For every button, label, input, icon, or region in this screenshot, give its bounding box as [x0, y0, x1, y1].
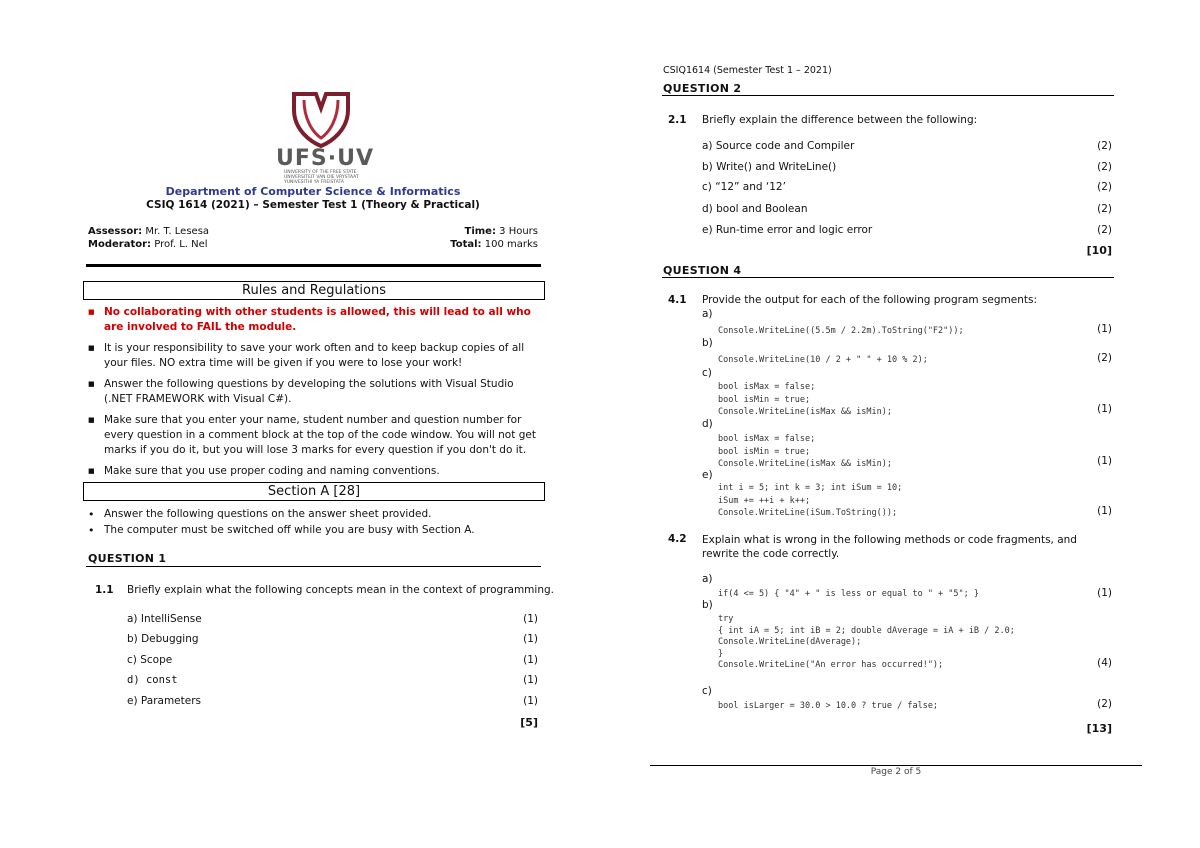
q4-2-mark: (1) — [1097, 587, 1112, 599]
time-line: Time: 3 Hours — [464, 226, 538, 237]
question-4-heading: QUESTION 4 — [663, 264, 742, 277]
q2-item: a) Source code and Compiler (2) — [702, 140, 1112, 152]
q2-total: [10] — [1086, 244, 1112, 257]
section-item: • Answer the following questions on the answer sheet provided. — [84, 507, 540, 522]
code-snippet: bool isLarger = 30.0 > 10.0 ? true / false; — [718, 701, 939, 711]
question-2-rule — [662, 95, 1114, 96]
q4-1-part-label: a) — [702, 308, 713, 320]
q2-item: e) Run-time error and logic error (2) — [702, 224, 1112, 236]
q4-2-part-label: c) — [702, 685, 712, 697]
code-snippet: Console.WriteLine((5.5m / 2.2m).ToString("F2")); — [718, 326, 964, 336]
q1-1-number: 1.1 — [95, 584, 114, 596]
question-4-rule — [662, 277, 1114, 278]
q4-1-mark: (1) — [1097, 505, 1112, 517]
q4-2-mark: (4) — [1097, 657, 1112, 669]
rule-item: ■ Make sure that you use proper coding and naming conventions. — [84, 464, 540, 479]
page-right — [600, 0, 1200, 848]
q2-1-text: Briefly explain the difference between the following: — [702, 114, 978, 126]
course-title: CSIQ 1614 (2021) – Semester Test 1 (Theory & Practical) — [146, 199, 480, 211]
q1-item: a) IntelliSense (1) — [127, 613, 538, 625]
q4-1-number: 4.1 — [668, 294, 687, 306]
moderator-line: Moderator: Prof. L. Nel — [88, 239, 208, 250]
question-2-heading: QUESTION 2 — [663, 82, 742, 95]
q4-2-mark: (2) — [1097, 698, 1112, 710]
total-line: Total: 100 marks — [450, 239, 538, 250]
q4-2-part-label: b) — [702, 599, 713, 611]
q1-total: [5] — [520, 716, 538, 729]
q2-item: c) “12” and ‘12’ (2) — [702, 181, 1112, 193]
rule-item: ■ No collaborating with other students is allowed, this will lead to all who are involved to FAIL the module. — [84, 305, 540, 335]
logo-subtitle: UNIVERSITY OF THE FREE STATE UNIVERSITEIT VAN DIE VRYSTAAT YUNIVESITHI YA FREISTATA — [284, 170, 359, 185]
code-snippet: if(4 <= 5) { "4" + " is less or equal to " + "5"; } — [718, 589, 979, 599]
rules-list — [84, 305, 540, 485]
running-header: CSIQ1614 (Semester Test 1 – 2021) — [663, 65, 832, 76]
section-item: • The computer must be switched off while you are busy with Section A. — [84, 523, 540, 538]
q4-1-mark: (1) — [1097, 403, 1112, 415]
rule-item: ■ Answer the following questions by developing the solutions with Visual Studio (.NET FRAMEWORK with Visual C#). — [84, 377, 540, 407]
q4-2-part-label: a) — [702, 573, 713, 585]
q1-item: d) const (1) — [127, 674, 538, 686]
q2-item: d) bool and Boolean (2) — [702, 203, 1112, 215]
q1-item: b) Debugging (1) — [127, 633, 538, 645]
page-number: Page 2 of 5 — [870, 767, 922, 777]
q4-1-part-label: e) — [702, 469, 713, 481]
q1-item: c) Scope (1) — [127, 654, 538, 666]
q2-1-number: 2.1 — [668, 114, 687, 126]
code-snippet: Console.WriteLine(10 / 2 + " " + 10 % 2); — [718, 355, 928, 365]
question-1-rule — [86, 566, 541, 567]
logo-wordmark: UFS·UV — [276, 146, 374, 171]
section-a-heading: Section A [28] — [83, 482, 545, 501]
q4-1-part-label: c) — [702, 367, 712, 379]
section-a-list — [84, 507, 540, 544]
q1-1-text: Briefly explain what the following concepts mean in the context of programming. — [127, 584, 554, 596]
rule-item: ■ Make sure that you enter your name, student number and question number for every question in a comment block at the top of the code window. You will not get marks if you do it, but you will lose 3 marks for every question if you don't do it. — [84, 413, 540, 458]
code-snippet: try { int iA = 5; int iB = 2; double dAverage = iA + iB / 2.0; Console.WriteLine(dAverage); } Console.WriteLine("An error has occurred!"); — [718, 614, 1015, 670]
code-snippet: bool isMax = false; bool isMin = true; Console.WriteLine(isMax && isMin); — [718, 382, 892, 417]
q4-1-text: Provide the output for each of the following program segments: — [702, 294, 1038, 306]
q4-2-text: Explain what is wrong in the following methods or code fragments, and rewrite the code correctly. — [702, 534, 1077, 560]
q4-1-mark: (1) — [1097, 323, 1112, 335]
q4-total: [13] — [1086, 722, 1112, 735]
question-1-heading: QUESTION 1 — [88, 552, 167, 565]
q4-2-number: 4.2 — [668, 533, 687, 545]
q4-1-part-label: d) — [702, 418, 713, 430]
header-divider — [86, 264, 541, 267]
q4-1-mark: (2) — [1097, 352, 1112, 364]
code-snippet: bool isMax = false; bool isMin = true; Console.WriteLine(isMax && isMin); — [718, 434, 892, 469]
code-snippet: int i = 5; int k = 3; int iSum = 10; iSum += ++i + k++; Console.WriteLine(iSum.ToString()); — [718, 483, 903, 518]
university-shield-logo — [286, 88, 356, 148]
q4-1-part-label: b) — [702, 337, 713, 349]
q2-item: b) Write() and WriteLine() (2) — [702, 161, 1112, 173]
q1-item: e) Parameters (1) — [127, 695, 538, 707]
footer-rule — [650, 765, 1142, 766]
assessor-line: Assessor: Mr. T. Lesesa — [88, 226, 210, 237]
q4-1-mark: (1) — [1097, 455, 1112, 467]
rule-item: ■ It is your responsibility to save your work often and to keep backup copies of all your files. NO extra time will be given if you were to lose your work! — [84, 341, 540, 371]
department-title: Department of Computer Science & Informatics — [165, 185, 461, 198]
rules-heading: Rules and Regulations — [83, 281, 545, 300]
